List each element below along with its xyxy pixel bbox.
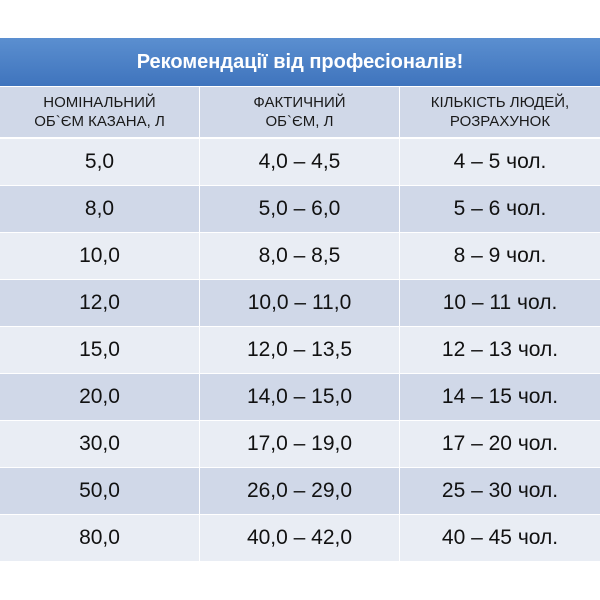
table-row <box>0 186 600 233</box>
table-row <box>0 421 600 468</box>
cell-people-count: 40 – 45 чол. <box>441 526 559 549</box>
cell-actual-volume: 8,0 – 8,5 <box>200 233 400 279</box>
cell-actual-volume: 5,0 – 6,0 <box>200 186 400 232</box>
cell-nominal-volume: 15,0 <box>0 327 200 373</box>
cell-people-count: 12 – 13 чол. <box>441 338 559 361</box>
cell-actual-volume: 17,0 – 19,0 <box>200 421 400 467</box>
header-actual-volume: ФАКТИЧНИЙ ОБ`ЄМ, Л <box>200 87 400 137</box>
table-title: Рекомендації від професіоналів! <box>0 38 600 87</box>
cell-actual-volume: 10,0 – 11,0 <box>200 280 400 326</box>
cell-nominal-volume: 12,0 <box>0 280 200 326</box>
table-row <box>0 468 600 515</box>
cell-nominal-volume: 5,0 <box>0 139 200 185</box>
table-row <box>0 280 600 327</box>
cell-actual-volume: 14,0 – 15,0 <box>200 374 400 420</box>
cell-nominal-volume: 50,0 <box>0 468 200 514</box>
table-row <box>0 515 600 562</box>
cell-people-count: 4 – 5 чол. <box>453 150 547 173</box>
table-row <box>0 374 600 421</box>
cell-people-count: 8 – 9 чол. <box>453 244 547 267</box>
cell-actual-volume: 12,0 – 13,5 <box>200 327 400 373</box>
table-row <box>0 139 600 186</box>
table-body <box>0 139 600 562</box>
header-people-count: КІЛЬКІСТЬ ЛЮДЕЙ, РОЗРАХУНОК <box>430 94 570 130</box>
table-header-row <box>0 87 600 139</box>
cell-nominal-volume: 20,0 <box>0 374 200 420</box>
table-row <box>0 327 600 374</box>
cell-people-count: 14 – 15 чол. <box>441 385 559 408</box>
cell-actual-volume: 40,0 – 42,0 <box>200 515 400 561</box>
header-nominal-volume: НОМІНАЛЬНИЙ ОБ`ЄМ КАЗАНА, Л <box>0 87 200 137</box>
cell-nominal-volume: 80,0 <box>0 515 200 561</box>
cell-nominal-volume: 30,0 <box>0 421 200 467</box>
cell-nominal-volume: 8,0 <box>0 186 200 232</box>
cell-people-count: 25 – 30 чол. <box>441 479 559 502</box>
cell-people-count: 10 – 11 чол. <box>442 291 558 314</box>
cell-people-count: 5 – 6 чол. <box>453 197 547 220</box>
cell-nominal-volume: 10,0 <box>0 233 200 279</box>
recommendations-table <box>0 38 600 562</box>
cell-people-count: 17 – 20 чол. <box>441 432 559 455</box>
cell-actual-volume: 4,0 – 4,5 <box>200 139 400 185</box>
cell-actual-volume: 26,0 – 29,0 <box>200 468 400 514</box>
table-row <box>0 233 600 280</box>
